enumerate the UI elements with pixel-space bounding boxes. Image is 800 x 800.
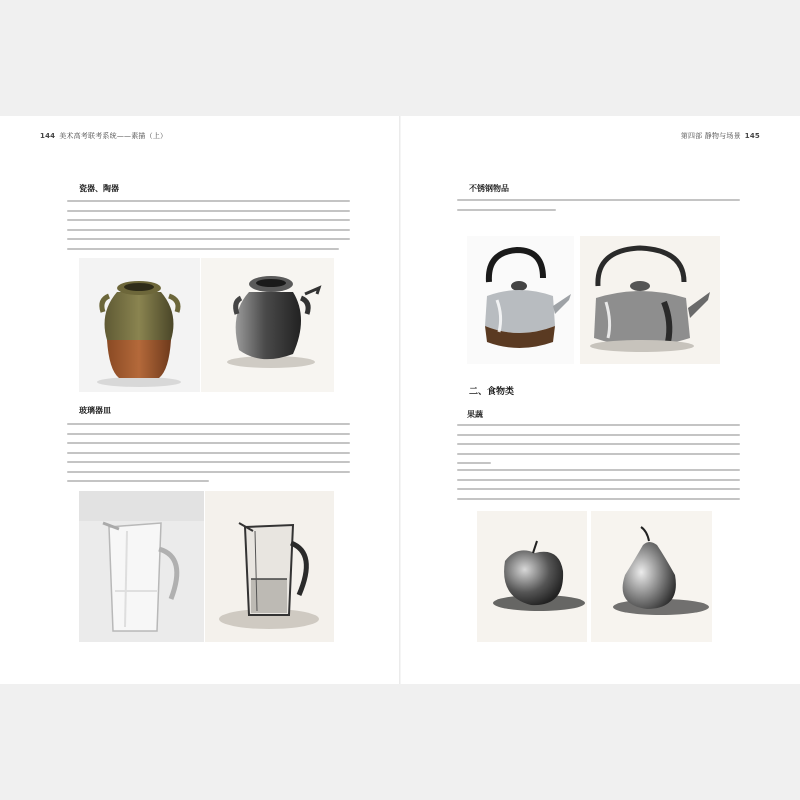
ceramics-paragraph	[67, 200, 350, 257]
section-heading-glass: 玻璃器皿	[79, 406, 111, 415]
right-page-number: 145	[744, 132, 760, 140]
glass-pitcher-sketch	[205, 491, 334, 642]
section-heading-food: 二、食物类	[469, 387, 515, 397]
apple-sketch	[477, 511, 587, 642]
section-heading-fruit: 果蔬	[467, 410, 483, 419]
glass-pitcher-photo	[79, 491, 204, 642]
right-running-head	[681, 131, 760, 141]
steel-kettle-photo	[467, 236, 574, 364]
ceramic-jar-photo	[79, 258, 200, 392]
steel-paragraph	[457, 199, 740, 218]
fruit-paragraph-1	[457, 424, 740, 472]
right-running-title: 第四部 静物与场景	[680, 132, 741, 140]
ceramic-jar-sketch	[201, 258, 334, 392]
left-running-head	[40, 131, 167, 141]
left-running-title: 美术高考联考系统——素描（上）	[59, 132, 168, 140]
left-page-number: 144	[40, 132, 56, 140]
steel-kettle-sketch	[580, 236, 720, 364]
section-heading-steel: 不锈钢物品	[469, 184, 509, 193]
pear-sketch	[591, 511, 712, 642]
fruit-paragraph-2	[457, 469, 740, 507]
glass-paragraph	[67, 423, 350, 490]
book-gutter	[399, 116, 401, 684]
section-heading-ceramics: 瓷器、陶器	[79, 184, 119, 193]
